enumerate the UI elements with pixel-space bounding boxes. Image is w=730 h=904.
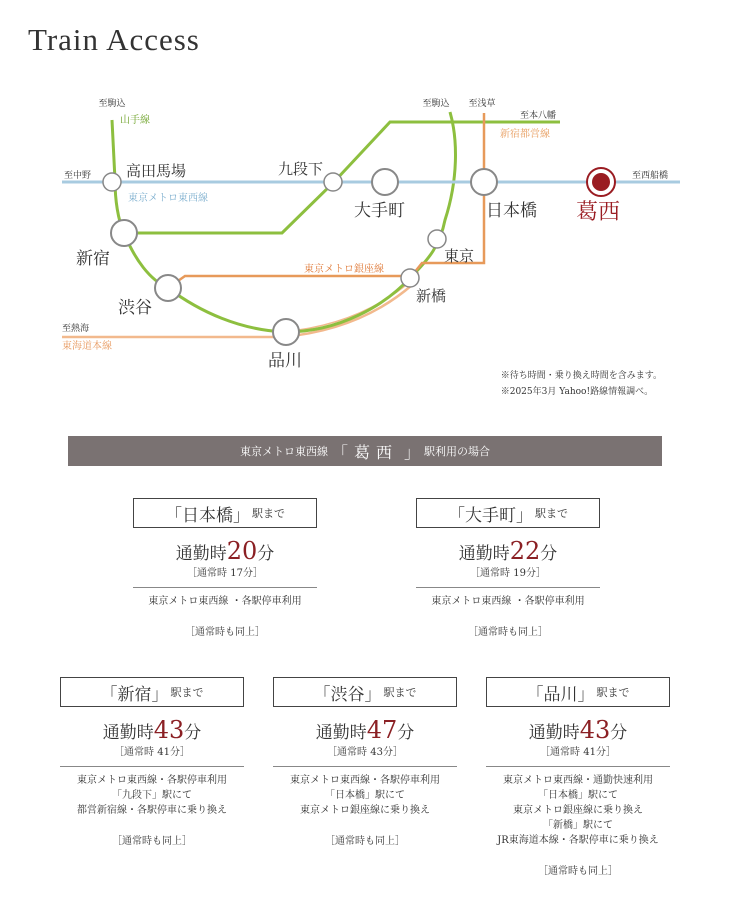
station-nihonbashi-label: 日本橋 [486,201,537,221]
same-note: ［通常時も同上］ [112,836,192,847]
line-label-yamanote: 山手線 [120,115,150,126]
station-tokyo-label: 東京 [444,247,475,265]
destination-card-otemachi [416,498,600,638]
same-note: ［通常時も同上］ [325,836,405,847]
divider [273,766,457,767]
commute-minutes: 43 [153,716,185,744]
dir-motoyawata: 至本八幡 [519,111,557,121]
destination-station: 「日本橋」 [165,505,250,526]
ginza-line [168,113,484,288]
destination-heading [486,677,670,707]
normal-time: ［通常時 17分］ [187,568,263,579]
minutes-unit: 分 [540,544,558,564]
destination-station: 「品川」 [526,684,595,705]
destination-heading [416,498,600,528]
dir-nakano: 至中野 [64,171,92,181]
station-takadanobaba-marker [103,173,121,191]
destination-card-nihonbashi [133,498,317,638]
banner-open-bracket: 「 [331,442,348,462]
station-shibuya-marker [155,275,181,301]
station-shinjuku-marker [111,220,137,246]
banner-prefix: 東京メトロ東西線 [239,445,328,458]
route-description: 東京メトロ東西線・各駅停車利用 「九段下」駅にて 都営新宿線・各駅停車に乗り換え [77,775,227,816]
normal-time: ［通常時 41分］ [114,747,190,758]
destination-suffix: 駅まで [596,686,630,699]
divider [133,587,317,588]
commute-minutes: 47 [366,716,398,744]
line-label-ginza: 東京メトロ銀座線 [304,264,384,275]
destination-station: 「新宿」 [100,684,169,705]
minutes-unit: 分 [184,723,202,743]
same-note: ［通常時も同上］ [538,866,618,877]
station-takadanobaba-label: 高田馬場 [126,162,187,180]
dir-atami: 至熱海 [62,324,90,334]
destination-suffix: 駅まで [170,686,204,699]
divider [486,766,670,767]
commute-time [416,538,600,567]
station-shibuya-label: 渋谷 [118,298,152,318]
commute-minutes: 43 [579,716,611,744]
destination-heading [133,498,317,528]
route-description: 東京メトロ東西線 ・各駅停車利用 [148,596,302,607]
normal-time: ［通常時 43分］ [327,747,403,758]
destination-card-shinjuku [60,677,244,847]
destination-card-shibuya [273,677,457,847]
station-shinjuku-label: 新宿 [76,249,110,269]
banner-suffix: 駅利用の場合 [424,445,491,458]
dir-asakusa: 至浅草 [468,99,496,109]
minutes-unit: 分 [610,723,628,743]
station-tokyo-marker [428,230,446,248]
note-line: ※待ち時間・乗り換え時間を含みます。 [500,371,662,381]
commute-label: 通勤時 [175,544,227,564]
normal-time: ［通常時 19分］ [470,568,546,579]
dir-nishifunabashi: 至西船橋 [632,171,669,181]
same-note: ［通常時も同上］ [468,627,548,638]
destination-station: 「大手町」 [448,505,533,526]
notes [501,368,662,400]
divider [416,587,600,588]
station-shimbashi-label: 新橋 [416,287,447,305]
station-otemachi-marker [372,169,398,195]
destination-suffix: 駅まで [252,507,285,520]
station-shinagawa-marker [273,319,299,345]
station-shimbashi-marker [401,269,419,287]
commute-label: 通勤時 [528,723,580,743]
commute-time [486,717,670,746]
commute-minutes: 20 [226,537,258,565]
station-kudanshita-marker [324,173,342,191]
station-kudanshita-label: 九段下 [278,160,324,178]
minutes-unit: 分 [397,723,415,743]
route-description: 東京メトロ東西線 ・各駅停車利用 [431,596,585,607]
destination-heading [60,677,244,707]
minutes-unit: 分 [257,544,275,564]
dir-komagome-right: 至駒込 [422,99,450,109]
line-label-tozai: 東京メトロ東西線 [128,193,208,204]
commute-label: 通勤時 [458,544,510,564]
banner-station: 葛西 [353,442,398,462]
commute-label: 通勤時 [102,723,154,743]
commute-label: 通勤時 [315,723,367,743]
destination-card-shinagawa [486,677,670,877]
divider [60,766,244,767]
destination-heading [273,677,457,707]
same-note: ［通常時も同上］ [185,627,265,638]
page-title: Train Access [28,22,200,57]
usage-banner [68,436,662,466]
station-nihonbashi-marker [471,169,497,195]
banner-close-bracket: 」 [404,442,421,462]
destination-suffix: 駅まで [535,507,568,520]
commute-minutes: 22 [509,537,541,565]
line-label-tokaido: 東海道本線 [62,341,112,352]
station-shinagawa-label: 品川 [268,351,302,371]
normal-time: ［通常時 41分］ [540,747,616,758]
tokaido-line [62,272,418,337]
destination-suffix: 駅まで [383,686,417,699]
route-description: 東京メトロ東西線・通勤快速利用 「日本橋」駅にて 東京メトロ銀座線に乗り換え 「新橋」駅にて JR東海道本線・各駅停車に乗り換え [497,775,659,846]
commute-time [133,538,317,567]
commute-time [273,717,457,746]
station-nishikasai-label: 葛西 [576,200,621,225]
line-label-shinjuku-toei: 新宿都営線 [500,129,550,140]
route-map [0,0,730,420]
route-description: 東京メトロ東西線・各駅停車利用 「日本橋」駅にて 東京メトロ銀座線に乗り換え [290,775,440,816]
destination-station: 「渋谷」 [313,684,382,705]
dir-komagome-left: 至駒込 [98,99,126,109]
station-otemachi-label: 大手町 [354,201,405,221]
note-line: ※2025年3月 Yahoo!路線情報調べ。 [500,387,654,397]
commute-time [60,717,244,746]
